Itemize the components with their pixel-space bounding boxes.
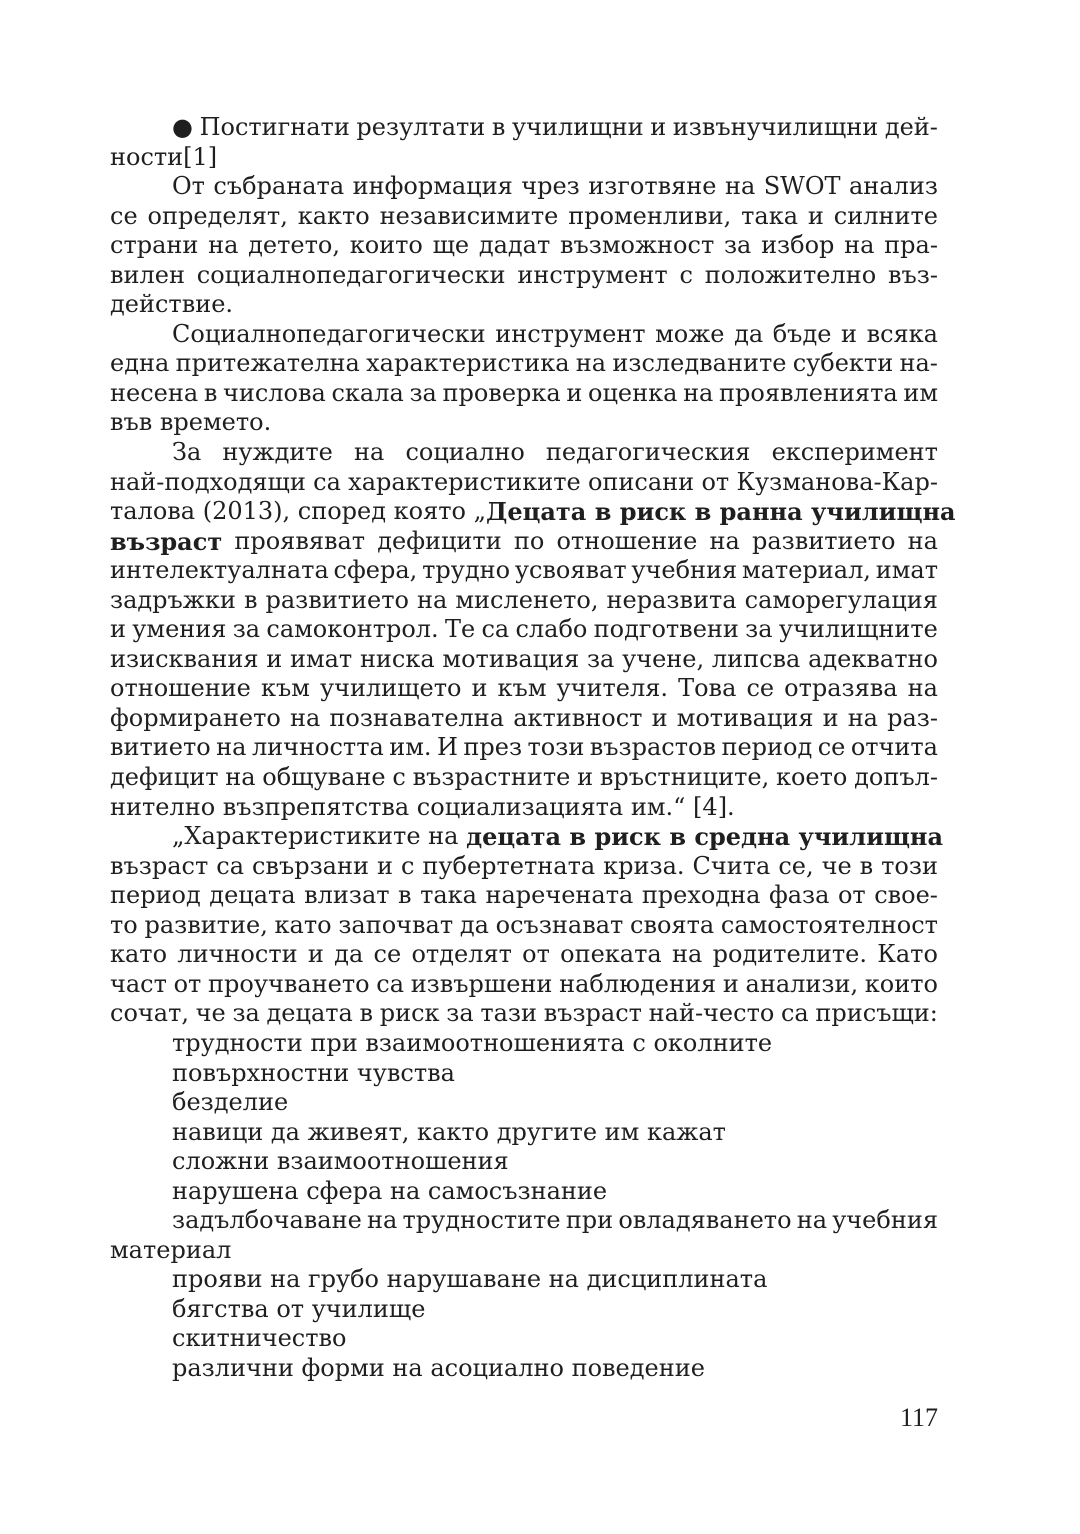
word: риск bbox=[379, 999, 440, 1028]
word: към bbox=[260, 674, 310, 703]
word: на bbox=[907, 674, 938, 703]
bullet-icon: ● bbox=[172, 113, 193, 141]
word: една bbox=[110, 349, 170, 378]
word: са bbox=[313, 467, 341, 496]
word: на bbox=[844, 231, 875, 260]
text-line bbox=[110, 586, 938, 616]
word: както bbox=[297, 201, 370, 230]
word: интелектуалната bbox=[110, 556, 329, 585]
text-line bbox=[110, 852, 938, 882]
word: за bbox=[723, 231, 752, 260]
word: фаза bbox=[768, 881, 830, 910]
word: най-подходящи bbox=[110, 467, 306, 496]
word: децата bbox=[209, 881, 296, 910]
word: дефицит bbox=[110, 763, 219, 792]
word: проверка bbox=[442, 378, 561, 407]
word: възрастните bbox=[412, 763, 571, 792]
word: задръжки bbox=[110, 585, 236, 614]
word: че bbox=[821, 851, 852, 880]
text-line bbox=[110, 881, 938, 911]
word: наблюдения bbox=[559, 969, 717, 998]
word: социалнопедагогически bbox=[196, 260, 506, 289]
word: трудностите bbox=[402, 1206, 561, 1235]
word: от bbox=[837, 881, 866, 910]
list-item: различни форми на асоциално поведение bbox=[172, 1353, 705, 1382]
word: на- bbox=[899, 349, 938, 378]
word: на bbox=[847, 703, 878, 732]
word: децата bbox=[266, 999, 353, 1028]
word: криза. bbox=[603, 851, 685, 880]
word: характеристиките bbox=[348, 467, 581, 496]
word: като bbox=[110, 940, 168, 969]
text-line bbox=[110, 202, 938, 232]
word: имат bbox=[875, 556, 938, 585]
list-item: нарушена сфера на самосъзнание bbox=[172, 1176, 608, 1205]
word: числова bbox=[222, 378, 326, 407]
list-item: скитничество bbox=[172, 1324, 347, 1353]
word: променливи, bbox=[568, 201, 732, 230]
word: раз- bbox=[887, 703, 938, 732]
word: слабо bbox=[515, 615, 588, 644]
word: формирането bbox=[110, 703, 281, 732]
word: ще bbox=[432, 231, 470, 260]
word: училищните bbox=[778, 615, 938, 644]
word: адекватно bbox=[808, 644, 938, 673]
word: да bbox=[734, 319, 764, 348]
word: развитие, bbox=[144, 910, 268, 939]
list-item bbox=[110, 1206, 938, 1236]
word: че bbox=[195, 999, 226, 1028]
word: и bbox=[722, 969, 739, 998]
text-line bbox=[110, 468, 938, 498]
list-item: трудности при взаимоотношенията с околните bbox=[172, 1028, 773, 1057]
word: да bbox=[334, 940, 364, 969]
word: Това bbox=[678, 674, 737, 703]
word: влизат bbox=[304, 881, 390, 910]
word: в bbox=[243, 585, 258, 614]
word: училищни bbox=[512, 113, 644, 141]
word: липсва bbox=[711, 644, 801, 673]
text-line bbox=[110, 911, 938, 941]
word: мисленето, bbox=[455, 585, 599, 614]
word: учебния bbox=[832, 1206, 938, 1235]
emphasis-text: децата в риск в средна училищна bbox=[466, 822, 944, 852]
word: и bbox=[807, 201, 824, 230]
word: социално bbox=[405, 438, 525, 467]
word: субекти bbox=[792, 349, 894, 378]
word: И bbox=[437, 733, 458, 762]
word: в bbox=[491, 113, 506, 141]
word: За bbox=[172, 438, 202, 467]
text-line bbox=[110, 349, 938, 379]
word: резултати bbox=[356, 113, 486, 141]
word: Кузманова-Кар- bbox=[736, 467, 938, 496]
list-item: навици да живеят, както другите им кажат bbox=[172, 1117, 726, 1146]
word: възрастов bbox=[589, 733, 716, 762]
text-line bbox=[110, 645, 938, 675]
word: Постигнати bbox=[199, 113, 350, 141]
word: страни bbox=[110, 231, 199, 260]
word: и bbox=[266, 644, 283, 673]
word: възможност bbox=[559, 231, 715, 260]
word: се bbox=[373, 940, 402, 969]
word: са bbox=[376, 969, 404, 998]
word: на bbox=[724, 172, 756, 201]
text-line bbox=[110, 172, 938, 202]
word: дей- bbox=[884, 113, 938, 141]
word: общуване bbox=[262, 763, 386, 792]
word: свързани bbox=[251, 851, 369, 880]
word: са bbox=[780, 999, 809, 1028]
word: Счита bbox=[692, 851, 771, 880]
word: пубертетната bbox=[422, 851, 596, 880]
word: описани bbox=[587, 467, 695, 496]
text-line: във времето. bbox=[110, 408, 272, 437]
word: им. bbox=[389, 733, 432, 762]
word: и bbox=[376, 851, 393, 880]
word: ниска bbox=[359, 644, 435, 673]
word: материал, bbox=[741, 556, 871, 585]
word: се, bbox=[778, 851, 814, 880]
text-line bbox=[110, 497, 956, 527]
word: което bbox=[775, 763, 848, 792]
word: силните bbox=[833, 201, 938, 230]
text-line bbox=[110, 113, 938, 143]
word: саморегулация bbox=[744, 585, 938, 614]
word: самостоятелност bbox=[720, 910, 938, 939]
text-line bbox=[110, 704, 938, 734]
word: и bbox=[577, 763, 594, 792]
word: родителите. bbox=[712, 940, 867, 969]
word: за bbox=[586, 644, 615, 673]
word: им bbox=[903, 378, 938, 407]
word: усвояват bbox=[514, 556, 627, 585]
word: на bbox=[225, 763, 256, 792]
word: на bbox=[671, 940, 703, 969]
word: с bbox=[400, 851, 415, 880]
word: за bbox=[446, 999, 474, 1028]
page-number: 117 bbox=[899, 1403, 938, 1432]
text-line bbox=[110, 733, 938, 763]
word: на bbox=[208, 231, 239, 260]
word: които bbox=[864, 969, 938, 998]
word: на bbox=[683, 378, 714, 407]
word: всяка bbox=[866, 319, 938, 348]
word: неразвита bbox=[606, 585, 737, 614]
word: отразява bbox=[784, 674, 898, 703]
word: учене, bbox=[622, 644, 705, 673]
word: своята bbox=[630, 910, 715, 939]
list-item-continuation: материал bbox=[110, 1235, 232, 1264]
word: с bbox=[392, 763, 406, 792]
list-item: безделие bbox=[172, 1088, 289, 1117]
text-line bbox=[110, 438, 938, 468]
word: несена bbox=[110, 378, 199, 407]
word: определят, bbox=[147, 201, 288, 230]
word: на bbox=[366, 1206, 398, 1235]
word: анализи, bbox=[745, 969, 859, 998]
word: проявяват bbox=[234, 526, 366, 555]
word: може bbox=[655, 319, 725, 348]
word: и bbox=[307, 940, 324, 969]
word: започват bbox=[338, 910, 454, 939]
word: се bbox=[817, 733, 846, 762]
word: положително bbox=[704, 260, 877, 289]
word: са bbox=[216, 851, 244, 880]
word: се bbox=[746, 674, 775, 703]
word: през bbox=[463, 733, 523, 762]
word: на bbox=[354, 438, 385, 467]
word: на bbox=[289, 703, 321, 732]
word: които bbox=[349, 231, 423, 260]
word: така bbox=[420, 881, 477, 910]
text-line bbox=[110, 556, 938, 586]
word: и bbox=[110, 615, 126, 644]
word: Като bbox=[877, 940, 938, 969]
word: дадат bbox=[478, 231, 551, 260]
word: на bbox=[216, 733, 247, 762]
list-item: бягства от училище bbox=[172, 1294, 426, 1323]
word: учителя. bbox=[556, 674, 669, 703]
word: изготвяне bbox=[588, 172, 717, 201]
word: на bbox=[796, 1206, 828, 1235]
emphasis-text: възраст bbox=[110, 526, 223, 556]
word: сочат, bbox=[110, 999, 189, 1028]
text-run: талова (2013), според която „ bbox=[110, 497, 487, 526]
word: са bbox=[481, 615, 510, 644]
word: като bbox=[274, 910, 332, 939]
text-line bbox=[110, 940, 938, 970]
text-line bbox=[110, 320, 938, 350]
word: умения bbox=[132, 615, 227, 644]
word: отношение bbox=[556, 526, 698, 555]
word: най-често bbox=[648, 999, 775, 1028]
list-item: прояви на грубо нарушаване на дисциплината bbox=[172, 1265, 768, 1294]
word: присъщи: bbox=[815, 999, 938, 1028]
word: инструмент bbox=[517, 260, 668, 289]
word: извънучилищни bbox=[672, 113, 879, 141]
text-line: действие. bbox=[110, 290, 234, 319]
word: въз- bbox=[888, 260, 938, 289]
word: извършени bbox=[410, 969, 553, 998]
word: Те bbox=[444, 615, 476, 644]
word: преходна bbox=[641, 881, 761, 910]
text-line bbox=[110, 615, 938, 645]
word: независимите bbox=[379, 201, 559, 230]
word: бъде bbox=[772, 319, 832, 348]
word: скала bbox=[331, 378, 404, 407]
word: Социалнопедагогически bbox=[172, 319, 486, 348]
word: в bbox=[359, 999, 374, 1028]
word: информация bbox=[352, 172, 513, 201]
word: и bbox=[841, 319, 857, 348]
word: развитието bbox=[265, 585, 409, 614]
word: личността bbox=[251, 733, 384, 762]
word: период bbox=[110, 881, 201, 910]
text-line bbox=[110, 231, 938, 261]
word: и bbox=[651, 703, 668, 732]
word: изследваните bbox=[612, 349, 787, 378]
word: експеримент bbox=[771, 438, 938, 467]
word: към bbox=[497, 674, 547, 703]
word: и bbox=[471, 674, 488, 703]
word: учебния bbox=[631, 556, 738, 585]
word: за bbox=[232, 615, 261, 644]
word: осъзнават bbox=[495, 910, 624, 939]
text-line: нително възпрепятства социализацията им.“ [4]. bbox=[110, 792, 735, 821]
word: с bbox=[679, 260, 693, 289]
word: дефицити bbox=[377, 526, 502, 555]
word: в bbox=[859, 851, 874, 880]
word: на bbox=[417, 585, 448, 614]
word: се bbox=[110, 201, 138, 230]
word: отчита bbox=[850, 733, 938, 762]
word: от bbox=[522, 940, 550, 969]
word: отделят bbox=[411, 940, 512, 969]
word: притежателна bbox=[175, 349, 360, 378]
text-line bbox=[110, 999, 938, 1029]
word: отношение bbox=[110, 674, 251, 703]
page-body bbox=[110, 113, 956, 1384]
word: училището bbox=[319, 674, 462, 703]
list-item: повърхностни чувства bbox=[172, 1058, 455, 1087]
text-run: „Характеристиките на bbox=[172, 822, 467, 851]
word: допъл- bbox=[854, 763, 938, 792]
word: при bbox=[565, 1206, 614, 1235]
word: тази bbox=[480, 999, 537, 1028]
word: самоконтрол. bbox=[266, 615, 439, 644]
word: SWOT bbox=[763, 172, 841, 201]
text-line bbox=[110, 527, 938, 557]
word: така bbox=[741, 201, 799, 230]
word: активност bbox=[513, 703, 643, 732]
word: то bbox=[110, 910, 138, 939]
word: този bbox=[527, 733, 585, 762]
word: събраната bbox=[213, 172, 345, 201]
word: чрез bbox=[521, 172, 580, 201]
text-line bbox=[110, 822, 944, 852]
text-line bbox=[110, 379, 938, 409]
word: развитието bbox=[751, 526, 896, 555]
word: период bbox=[721, 733, 813, 762]
word: подготвени bbox=[593, 615, 739, 644]
word: вилен bbox=[110, 260, 185, 289]
word: От bbox=[172, 172, 205, 201]
word: на bbox=[575, 349, 607, 378]
word: имат bbox=[289, 644, 353, 673]
word: на bbox=[907, 526, 938, 555]
word: проявленията bbox=[719, 378, 898, 407]
word: и bbox=[650, 113, 667, 141]
word: за bbox=[745, 615, 773, 644]
word: да bbox=[459, 910, 489, 939]
text-line bbox=[110, 970, 938, 1000]
word: проучването bbox=[208, 969, 370, 998]
word: пра- bbox=[884, 231, 938, 260]
word: възраст bbox=[543, 999, 642, 1028]
word: познавателна bbox=[329, 703, 505, 732]
word: характеристика bbox=[366, 349, 570, 378]
word: избор bbox=[761, 231, 835, 260]
word: изисквания bbox=[110, 644, 259, 673]
word: от bbox=[701, 467, 730, 496]
word: анализ bbox=[849, 172, 938, 201]
word: овладяването bbox=[618, 1206, 792, 1235]
text-line: ности[1] bbox=[110, 142, 218, 171]
word: за bbox=[409, 378, 437, 407]
word: свое- bbox=[874, 881, 938, 910]
word: от bbox=[173, 969, 202, 998]
word: и bbox=[566, 378, 583, 407]
word: в bbox=[398, 881, 412, 910]
word: детето, bbox=[248, 231, 340, 260]
word: наречената bbox=[485, 881, 634, 910]
word: връстниците, bbox=[599, 763, 770, 792]
word: нуждите bbox=[222, 438, 333, 467]
word: част bbox=[110, 969, 167, 998]
word: мотивация bbox=[676, 703, 814, 732]
word: инструмент bbox=[495, 319, 646, 348]
emphasis-text: Децата в риск в ранна училищна bbox=[486, 497, 956, 527]
word: опеката bbox=[560, 940, 662, 969]
word: сфера, bbox=[333, 556, 418, 585]
text-line bbox=[110, 674, 938, 704]
list-item: сложни взаимоотношения bbox=[172, 1147, 509, 1176]
text-line bbox=[110, 261, 938, 291]
word: и bbox=[822, 703, 839, 732]
word: трудно bbox=[422, 556, 511, 585]
word: личности bbox=[177, 940, 298, 969]
word: този bbox=[881, 851, 938, 880]
word: на bbox=[709, 526, 740, 555]
word: оценка bbox=[588, 378, 678, 407]
word: задълбочаване bbox=[172, 1206, 362, 1235]
word: за bbox=[232, 999, 260, 1028]
word: педагогическия bbox=[545, 438, 751, 467]
text-line bbox=[110, 763, 938, 793]
word: възраст bbox=[110, 851, 209, 880]
word: в bbox=[203, 378, 218, 407]
word: витието bbox=[110, 733, 211, 762]
word: по bbox=[513, 526, 545, 555]
word: мотивация bbox=[442, 644, 580, 673]
